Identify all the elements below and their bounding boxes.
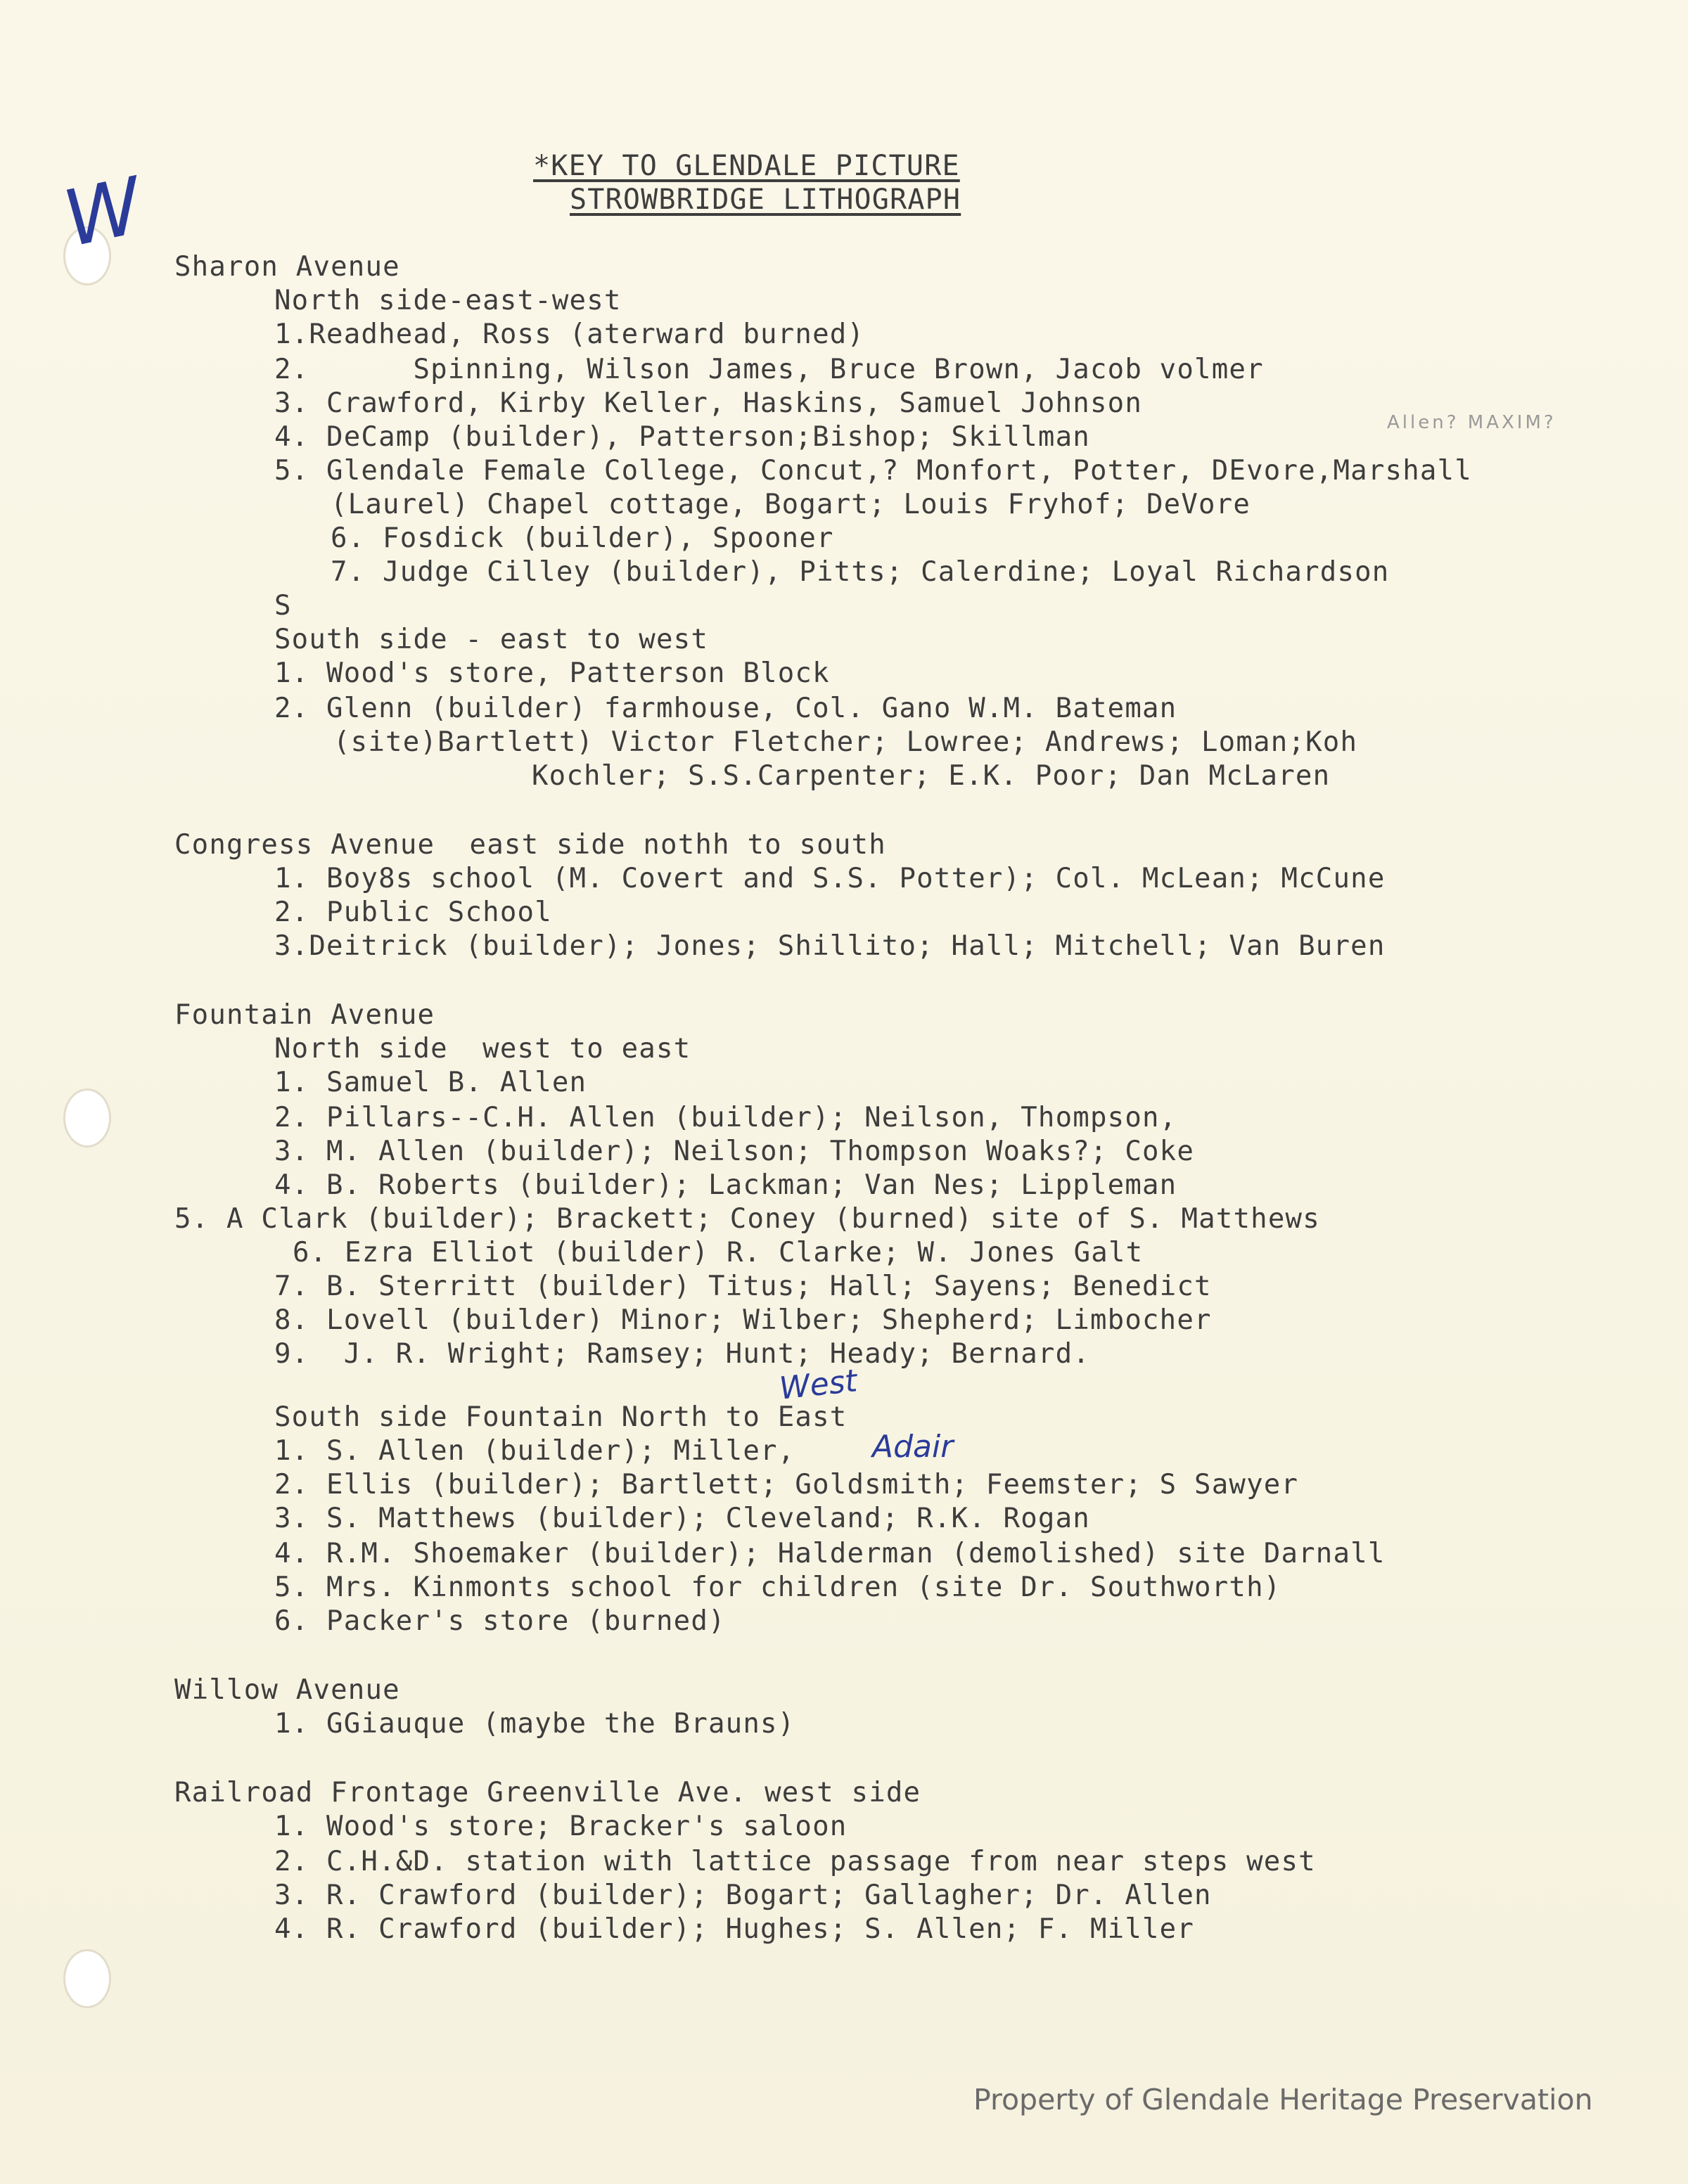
list-item: 2. Public School xyxy=(274,897,552,928)
stray-letter: S xyxy=(274,590,292,622)
list-item: 4. R.M. Shoemaker (builder); Halderman (demolished) site Darnall xyxy=(274,1538,1386,1569)
subsection-heading: South side Fountain North to East xyxy=(274,1401,848,1433)
list-item: 3. R. Crawford (builder); Bogart; Gallagher; Dr. Allen xyxy=(274,1880,1212,1911)
list-item: 6. Fosdick (builder), Spooner xyxy=(331,522,834,554)
list-item: 3. Crawford, Kirby Keller, Haskins, Samuel Johnson xyxy=(274,387,1142,419)
list-item: 2. Ellis (builder); Bartlett; Goldsmith; Feemster; S Sawyer xyxy=(274,1469,1299,1501)
list-item: 2. Glenn (builder) farmhouse, Col. Gano W.M. Bateman xyxy=(274,693,1177,724)
pencil-annotation: Allen? MAXIM? xyxy=(1387,412,1556,433)
list-item-continuation: (Laurel) Chapel cottage, Bogart; Louis Fryhof; DeVore xyxy=(331,489,1251,520)
handwritten-initials: W xyxy=(56,160,150,264)
list-item: 1. GGiauque (maybe the Brauns) xyxy=(274,1708,795,1740)
list-item: 1. Boy8s school (M. Covert and S.S. Potter); Col. McLean; McCune xyxy=(274,863,1386,894)
section-heading: Willow Avenue xyxy=(174,1674,400,1706)
list-item-continuation: (site)Bartlett) Victor Fletcher; Lowree; Andrews; Loman;Koh xyxy=(333,726,1358,758)
list-item: 7. B. Sterritt (builder) Titus; Hall; Sayens; Benedict xyxy=(274,1271,1212,1302)
list-item: 7. Judge Cilley (builder), Pitts; Calerdine; Loyal Richardson xyxy=(331,556,1390,588)
list-item: 3. M. Allen (builder); Neilson; Thompson Woaks?; Coke xyxy=(274,1136,1195,1167)
list-item: 2. Pillars--C.H. Allen (builder); Neilson, Thompson, xyxy=(274,1102,1177,1133)
handwritten-addition: Adair xyxy=(872,1429,954,1465)
list-item: 3. S. Matthews (builder); Cleveland; R.K. Rogan xyxy=(274,1503,1090,1534)
list-item: 2. Spinning, Wilson James, Bruce Brown, Jacob volmer xyxy=(274,354,1264,385)
section-heading: Fountain Avenue xyxy=(174,999,435,1031)
list-item: 5. Glendale Female College, Concut,? Monfort, Potter, DEvore,Marshall xyxy=(274,455,1472,487)
section-heading: Sharon Avenue xyxy=(174,251,400,283)
subsection-heading: North side-east-west xyxy=(274,285,622,316)
list-item: 2. C.H.&D. station with lattice passage from near steps west xyxy=(274,1846,1316,1877)
list-item: 5. Mrs. Kinmonts school for children (site Dr. Southworth) xyxy=(274,1572,1281,1603)
list-item: 1.Readhead, Ross (aterward burned) xyxy=(274,319,865,350)
list-item: 3.Deitrick (builder); Jones; Shillito; Hall; Mitchell; Van Buren xyxy=(274,930,1386,962)
subsection-heading: North side west to east xyxy=(274,1033,691,1065)
list-item: 1. Samuel B. Allen xyxy=(274,1067,587,1098)
list-item: 1. S. Allen (builder); Miller, xyxy=(274,1435,795,1467)
punch-hole xyxy=(63,1949,111,2008)
footer-watermark: Property of Glendale Heritage Preservation xyxy=(973,2083,1593,2116)
section-heading: Congress Avenue east side nothh to south xyxy=(174,829,886,861)
section-heading: Railroad Frontage Greenville Ave. west side xyxy=(174,1777,921,1809)
list-item-continuation: Kochler; S.S.Carpenter; E.K. Poor; Dan McLaren xyxy=(532,760,1331,792)
document-subtitle: STROWBRIDGE LITHOGRAPH xyxy=(570,184,961,216)
subsection-heading: South side - east to west xyxy=(274,624,708,655)
punch-hole xyxy=(63,1088,111,1148)
list-item: 6. Ezra Elliot (builder) R. Clarke; W. Jones Galt xyxy=(293,1237,1144,1268)
list-item: 8. Lovell (builder) Minor; Wilber; Shepherd; Limbocher xyxy=(274,1304,1212,1336)
handwritten-correction: West xyxy=(777,1363,859,1407)
list-item: 6. Packer's store (burned) xyxy=(274,1605,726,1637)
list-item: 1. Wood's store; Bracker's saloon xyxy=(274,1811,848,1842)
document-title: *KEY TO GLENDALE PICTURE xyxy=(533,150,960,182)
list-item: 5. A Clark (builder); Brackett; Coney (burned) site of S. Matthews xyxy=(174,1203,1320,1235)
list-item: 1. Wood's store, Patterson Block xyxy=(274,657,830,689)
list-item: 4. R. Crawford (builder); Hughes; S. Allen; F. Miller xyxy=(274,1913,1195,1945)
list-item: 9. J. R. Wright; Ramsey; Hunt; Heady; Bernard. xyxy=(274,1338,1090,1370)
list-item: 4. B. Roberts (builder); Lackman; Van Nes; Lippleman xyxy=(274,1169,1177,1201)
list-item: 4. DeCamp (builder), Patterson;Bishop; Skillman xyxy=(274,421,1090,453)
